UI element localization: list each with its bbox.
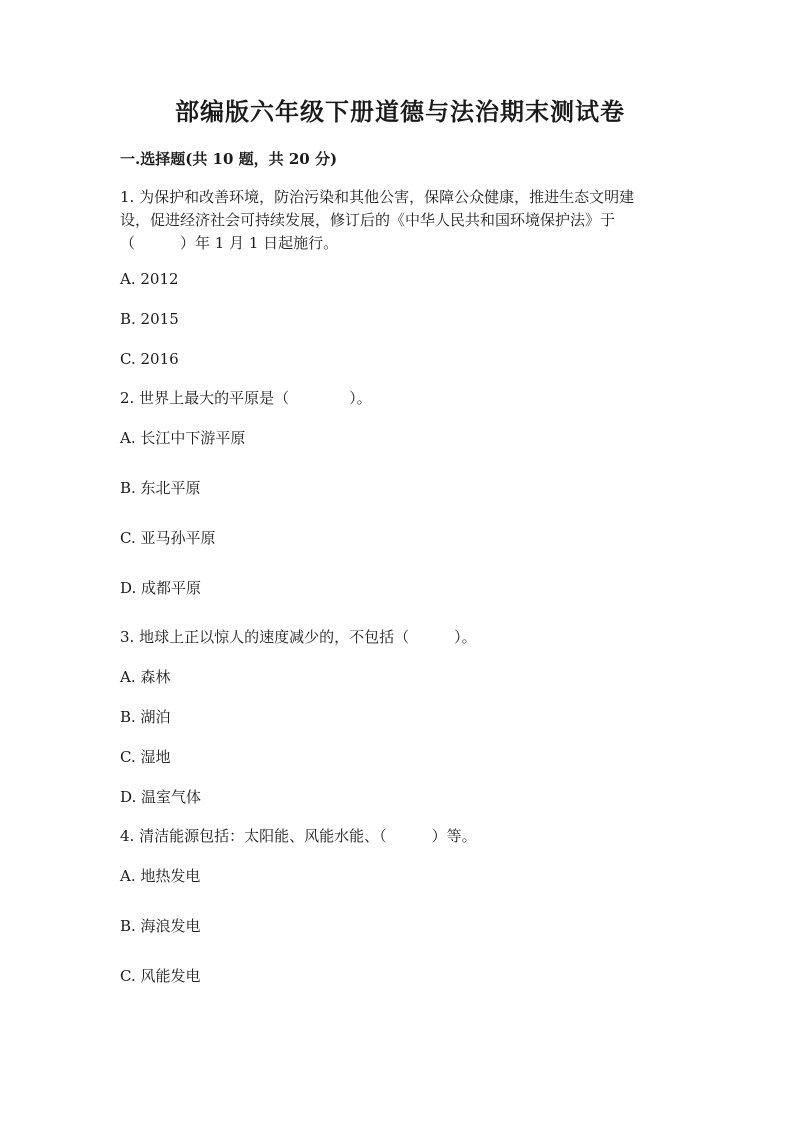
question-4-option-a: A. 地热发电 (120, 867, 201, 885)
question-1-line-3: （ ）年 1 月 1 日起施行。 (120, 234, 339, 252)
question-2-option-b: B. 东北平原 (120, 479, 201, 497)
question-2-option-c: C. 亚马孙平原 (120, 529, 216, 547)
question-2 (120, 387, 680, 410)
question-1-option-a: A. 2012 (120, 270, 179, 288)
page-title: 部编版六年级下册道德与法治期末测试卷 (175, 97, 625, 126)
question-1 (120, 186, 680, 255)
question-3-line-1: 3. 地球上正以惊人的速度减少的，不包括（ ）。 (120, 628, 477, 646)
question-1-option-c: C. 2016 (120, 350, 179, 368)
question-3 (120, 626, 680, 649)
section-heading: 一.选择题(共 10 题，共 20 分) (120, 150, 338, 168)
question-1-option-b: B. 2015 (120, 310, 179, 328)
question-4-option-c: C. 风能发电 (120, 967, 201, 985)
question-4-line-1: 4. 清洁能源包括：太阳能、风能水能、（ ）等。 (120, 827, 477, 845)
question-1-line-1: 1. 为保护和改善环境，防治污染和其他公害，保障公众健康，推进生态文明建 (120, 188, 635, 206)
question-1-line-2: 设，促进经济社会可持续发展，修订后的《中华人民共和国环境保护法》于 (120, 211, 616, 229)
question-2-option-d: D. 成都平原 (120, 579, 202, 597)
question-2-option-a: A. 长江中下游平原 (120, 429, 246, 447)
question-3-option-a: A. 森林 (120, 668, 171, 686)
question-3-option-b: B. 湖泊 (120, 708, 171, 726)
question-3-option-c: C. 湿地 (120, 748, 171, 766)
question-4 (120, 825, 680, 848)
question-2-line-1: 2. 世界上最大的平原是（ ）。 (120, 389, 372, 407)
question-3-option-d: D. 温室气体 (120, 788, 202, 806)
question-4-option-b: B. 海浪发电 (120, 917, 201, 935)
